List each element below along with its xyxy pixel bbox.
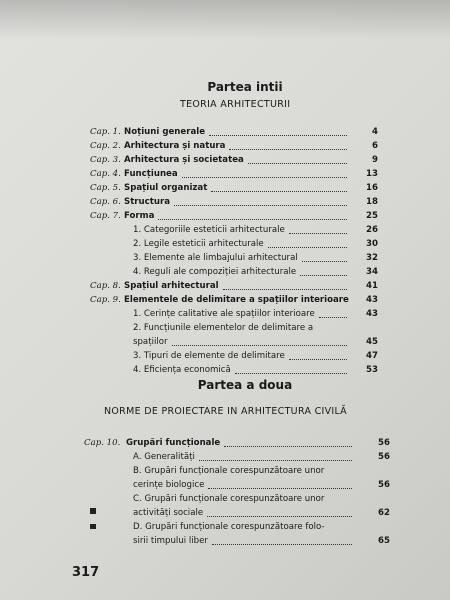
page-ref: 53 [366, 365, 378, 375]
toc-subentry: 4. Reguli ale compoziției arhitecturale [133, 267, 297, 277]
page-ref: 41 [366, 281, 378, 291]
page-ref: 43 [366, 295, 378, 305]
toc-entry: Grupări funcționale [126, 438, 221, 448]
page-ref: 30 [366, 239, 378, 249]
page-shadow [0, 0, 450, 40]
page-ref: 45 [366, 337, 378, 347]
dot-leader [229, 147, 347, 150]
dot-leader [172, 343, 347, 346]
chapter-label: Cap. 2. [90, 141, 121, 151]
page-ref: 32 [366, 253, 378, 263]
toc-subentry: 3. Elemente ale limbajului arhitectural [133, 253, 298, 263]
chapter-label: Cap. 10. [84, 438, 121, 448]
page-ref: 4 [372, 127, 378, 137]
chapter-label: Cap. 9. [90, 295, 121, 305]
toc-subentry: sirii timpului liber [133, 536, 208, 546]
page-ref: 56 [378, 480, 390, 490]
chapter-label: Cap. 5. [90, 183, 121, 193]
dot-leader [224, 444, 352, 447]
part2-title: Partea a doua [197, 378, 293, 392]
page-ref: 56 [378, 452, 390, 462]
toc-subentry: spațiilor [133, 337, 168, 347]
dot-leader [207, 514, 352, 517]
toc-subentry: 4. Eficiența economică [133, 365, 231, 375]
toc-entry: Arhitectura și societatea [124, 155, 244, 165]
toc-subentry: cerințe biologice [133, 480, 205, 490]
part1-title: Partea intii [207, 80, 283, 94]
toc-entry: Noțiuni generale [124, 127, 206, 137]
page-number: 317 [72, 565, 100, 580]
toc-entry: Structura [124, 197, 171, 207]
page-ref: 65 [378, 536, 390, 546]
page-ref: 9 [372, 155, 378, 165]
page-ref: 6 [372, 141, 378, 151]
dot-leader [223, 287, 347, 290]
dot-leader [199, 458, 352, 461]
dot-leader [209, 133, 347, 136]
chapter-label: Cap. 3. [90, 155, 121, 165]
dot-leader [211, 189, 347, 192]
chapter-label: Cap. 4. [90, 169, 121, 179]
chapter-label: Cap. 6. [90, 197, 121, 207]
page-ref: 62 [378, 508, 390, 518]
page-ref: 26 [366, 225, 378, 235]
page-ref: 18 [366, 197, 378, 207]
margin-mark [90, 508, 96, 514]
page-ref: 25 [366, 211, 378, 221]
dot-leader [289, 357, 347, 360]
dot-leader [235, 371, 347, 374]
toc-entry: Spațiul organizat [124, 183, 208, 193]
chapter-label: Cap. 7. [90, 211, 121, 221]
dot-leader [248, 161, 347, 164]
dot-leader [300, 273, 347, 276]
toc-subentry: 2. Legile esteticii arhitecturale [133, 239, 264, 249]
dot-leader [174, 203, 347, 206]
toc-subentry: 1. Cerințe calitative ale spațiilor interioare [133, 309, 315, 319]
dot-leader [208, 486, 352, 489]
part1-subtitle: TEORIA ARHITECTURII [180, 99, 291, 110]
chapter-label: Cap. 1. [90, 127, 121, 137]
toc-subentry: D. Grupări funcționale corespunzătoare folo- [133, 522, 325, 532]
dot-leader [268, 245, 347, 248]
dot-leader [158, 217, 347, 220]
page-ref: 56 [378, 438, 390, 448]
toc-subentry: C. Grupări funcționale corespunzătoare unor [133, 494, 325, 504]
page-ref: 34 [366, 267, 378, 277]
toc-entry: Funcțiunea [124, 169, 178, 179]
dot-leader [182, 175, 347, 178]
toc-subentry: 2. Funcțiunile elementelor de delimitare a [133, 323, 314, 333]
dot-leader [212, 542, 352, 545]
toc-entry: Elementele de delimitare a spațiilor interioare [124, 295, 349, 305]
page-ref: 43 [366, 309, 378, 319]
toc-subentry: 3. Tipuri de elemente de delimitare [133, 351, 285, 361]
page-ref: 47 [366, 351, 378, 361]
page-ref: 16 [366, 183, 378, 193]
toc-subentry: activități sociale [133, 508, 204, 518]
toc-entry: Forma [124, 211, 155, 221]
dot-leader [302, 259, 347, 262]
toc-entry: Spațiul arhitectural [124, 281, 219, 291]
toc-subentry: B. Grupări funcționale corespunzătoare unor [133, 466, 325, 476]
dot-leader [289, 231, 347, 234]
chapter-label: Cap. 8. [90, 281, 121, 291]
toc-subentry: A. Generalități [133, 452, 195, 462]
dot-leader [319, 315, 347, 318]
toc-entry: Arhitectura și natura [124, 141, 226, 151]
toc-subentry: 1. Categoriile esteticii arhitecturale [133, 225, 285, 235]
margin-mark [90, 524, 96, 529]
page-ref: 13 [366, 169, 378, 179]
part2-subtitle: NORME DE PROIECTARE IN ARHITECTURA CIVILĂ [104, 406, 347, 417]
